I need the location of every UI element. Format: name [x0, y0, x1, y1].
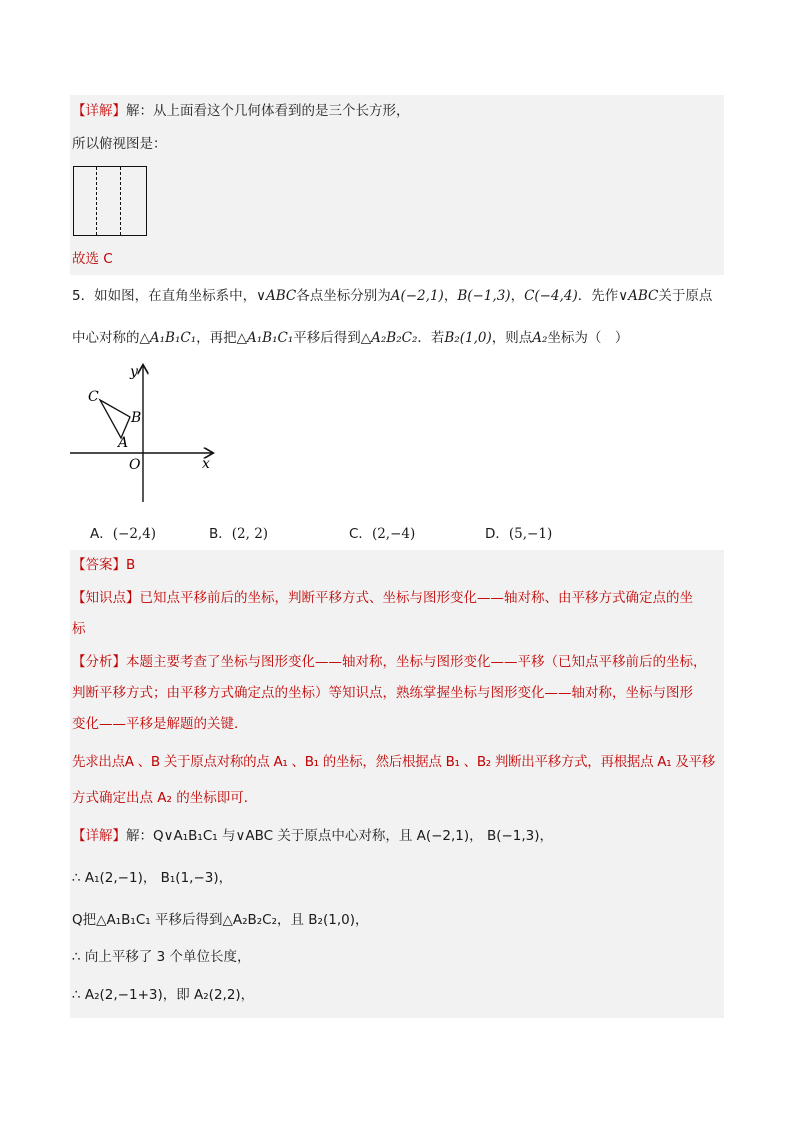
q-text: 坐标为（ ）	[547, 330, 629, 346]
point-a2: A₂	[532, 330, 548, 346]
analysis-tag: 【分析】	[72, 654, 126, 670]
answer-panel	[70, 550, 724, 1018]
detail-tag: 【详解】	[72, 103, 126, 119]
option-d[interactable]	[485, 522, 552, 542]
analysis-line-1	[72, 656, 707, 670]
solution-line-3: Q把△A₁B₁C₁ 平移后得到△A₂B₂C₂，且 B₂(1,0)，	[72, 912, 369, 928]
point-b2: B₂(1,0)	[444, 330, 492, 346]
triangle-a2b2c2: △A₂B₂C₂	[360, 330, 418, 346]
coordinate-graph	[66, 362, 226, 512]
q-text: ．先作	[577, 288, 619, 304]
choice-line: 故选 C	[72, 251, 113, 267]
option-a[interactable]	[90, 522, 156, 542]
option-letter: A．	[90, 526, 113, 542]
question-number: 5．	[72, 288, 95, 304]
option-letter: C．	[349, 526, 372, 542]
label-x: x	[202, 456, 210, 472]
label-c: C	[88, 389, 99, 405]
option-value: (5,−1)	[508, 526, 553, 542]
label-o: O	[129, 457, 141, 473]
label-b: B	[131, 410, 142, 426]
solution-line-5: ∴ A₂(2,−1+3)，即 A₂(2,2)，	[72, 987, 255, 1003]
question-line-1: 5．如如图，在直角坐标系中，∨ABC各点坐标分别为A(−2,1)，B(−1,3)，C(−4,4)．先作∨ABC关于原点	[72, 288, 713, 304]
triangle-a1b1c1: △A₁B₁C₁	[236, 330, 294, 346]
analysis-line-2: 判断平移方式；由平移方式确定点的坐标）等知识点，熟练掌握坐标与图形变化——轴对称，坐标与图形	[72, 685, 693, 701]
option-value: (2,−4)	[371, 526, 416, 542]
option-c[interactable]	[349, 522, 415, 542]
detail-line-2: 所以俯视图是：	[72, 136, 167, 152]
point-b: B(−1,3)	[457, 288, 511, 304]
solution-line-2: ∴ A₁(2,−1)， B₁(1,−3)，	[72, 870, 233, 886]
solution-line-1	[72, 830, 553, 844]
solution-line-4: ∴ 向上平移了 3 个单位长度，	[72, 949, 251, 965]
q-text: 中心对称的	[72, 330, 140, 346]
option-b[interactable]	[209, 522, 268, 542]
q-text: ．若	[417, 330, 445, 346]
option-value: (−2,4)	[112, 526, 157, 542]
triangle-abc: ∨ABC	[256, 288, 297, 304]
analysis-text: 本题主要考查了坐标与图形变化——轴对称，坐标与图形变化——平移（已知点平移前后的坐标，	[126, 654, 707, 670]
label-y: y	[130, 364, 138, 380]
analysis-line-4: 先求出点A 、B 关于原点对称的点 A₁ 、B₁ 的坐标，然后根据点 B₁ 、B₂ 判断出平移方式，再根据点 A₁ 及平移	[72, 754, 715, 770]
knowledge-line-1	[72, 592, 693, 606]
solution-text: 解：Q∨A₁B₁C₁ 与∨ABC 关于原点中心对称，且 A(−2,1)， B(−1,3)，	[126, 828, 554, 844]
triangle-abc-shape	[100, 400, 130, 438]
top-view-figure	[73, 166, 147, 236]
answer-value: B	[126, 557, 136, 573]
knowledge-line-2: 标	[72, 621, 86, 637]
option-letter: B．	[209, 526, 232, 542]
q-text: ，则点	[491, 330, 533, 346]
knowledge-tag: 【知识点】	[72, 590, 140, 606]
option-letter: D．	[485, 526, 509, 542]
answer-tag: 【答案】	[72, 557, 126, 573]
detail-line-1	[72, 105, 410, 119]
point-a: A(−2,1)	[390, 288, 444, 304]
analysis-line-3: 变化——平移是解题的关键．	[72, 716, 248, 732]
question-line-2	[72, 332, 628, 346]
knowledge-text: 已知点平移前后的坐标，判断平移方式、坐标与图形变化——轴对称、由平移方式确定点的坐	[139, 590, 693, 606]
analysis-line-5: 方式确定出点 A₂ 的坐标即可．	[72, 790, 258, 806]
q-text: ，再把	[196, 330, 237, 346]
dashed-line-right	[120, 167, 121, 235]
detail-panel	[70, 95, 724, 275]
q-text: 如如图，在直角坐标系中，	[94, 288, 257, 304]
detail-text: 解：从上面看这个几何体看到的是三个长方形，	[126, 103, 410, 119]
answer-line	[72, 559, 135, 573]
option-value: (2, 2)	[231, 526, 269, 542]
q-text: 关于原点	[658, 288, 713, 304]
solution-tag: 【详解】	[72, 828, 126, 844]
point-c: C(−4,4)	[524, 288, 578, 304]
q-text: 各点坐标分别为	[296, 288, 391, 304]
triangle-abc: ∨ABC	[618, 288, 659, 304]
triangle-a1b1c1: △A₁B₁C₁	[139, 330, 197, 346]
dashed-line-left	[96, 167, 97, 235]
q-text: 平移后得到	[293, 330, 361, 346]
label-a: A	[118, 435, 129, 451]
